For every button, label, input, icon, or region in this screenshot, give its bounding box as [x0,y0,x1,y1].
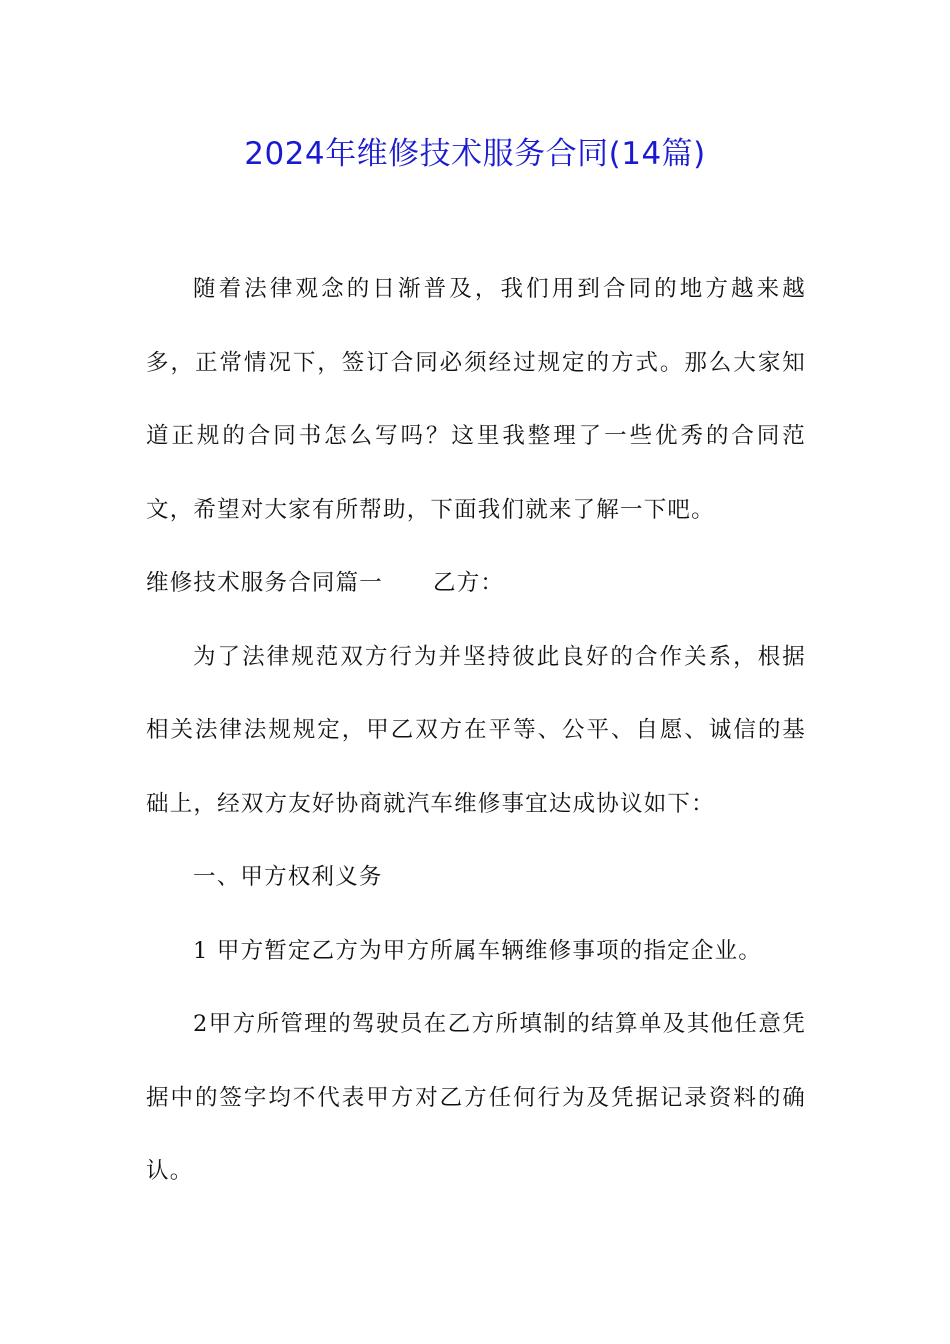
basis-paragraph: 为了法律规范双方行为并坚持彼此良好的合作关系，根据相关法律法规规定，甲乙双方在平等、公平、自愿、诚信的基础上，经双方友好协商就汽车维修事宜达成协议如下： [146,643,806,817]
document-body [146,253,806,1209]
section-party-label: 乙方： [433,570,505,596]
article-item-2: 2甲方所管理的驾驶员在乙方所填制的结算单及其他任意凭据中的签字均不代表甲方对乙方任何行为及凭据记录资料的确认。 [146,1011,806,1184]
section-heading: 维修技术服务合同篇一 [146,570,384,596]
article-item-1: 1 甲方暂定乙方为甲方所属车辆维修事项的指定企业。 [193,937,762,964]
intro-paragraph: 随着法律观念的日渐普及，我们用到合同的地方越来越多，正常情况下，签订合同必须经过规定的方式。那么大家知道正规的合同书怎么写吗？这里我整理了一些优秀的合同范文，希望对大家有所帮助，下面我们就来了解一下吧。 [146,276,806,523]
article-heading: 一、甲方权利义务 [193,864,383,890]
section-heading-line [146,547,806,621]
document-title: 2024年维修技术服务合同(14篇) [244,136,706,172]
